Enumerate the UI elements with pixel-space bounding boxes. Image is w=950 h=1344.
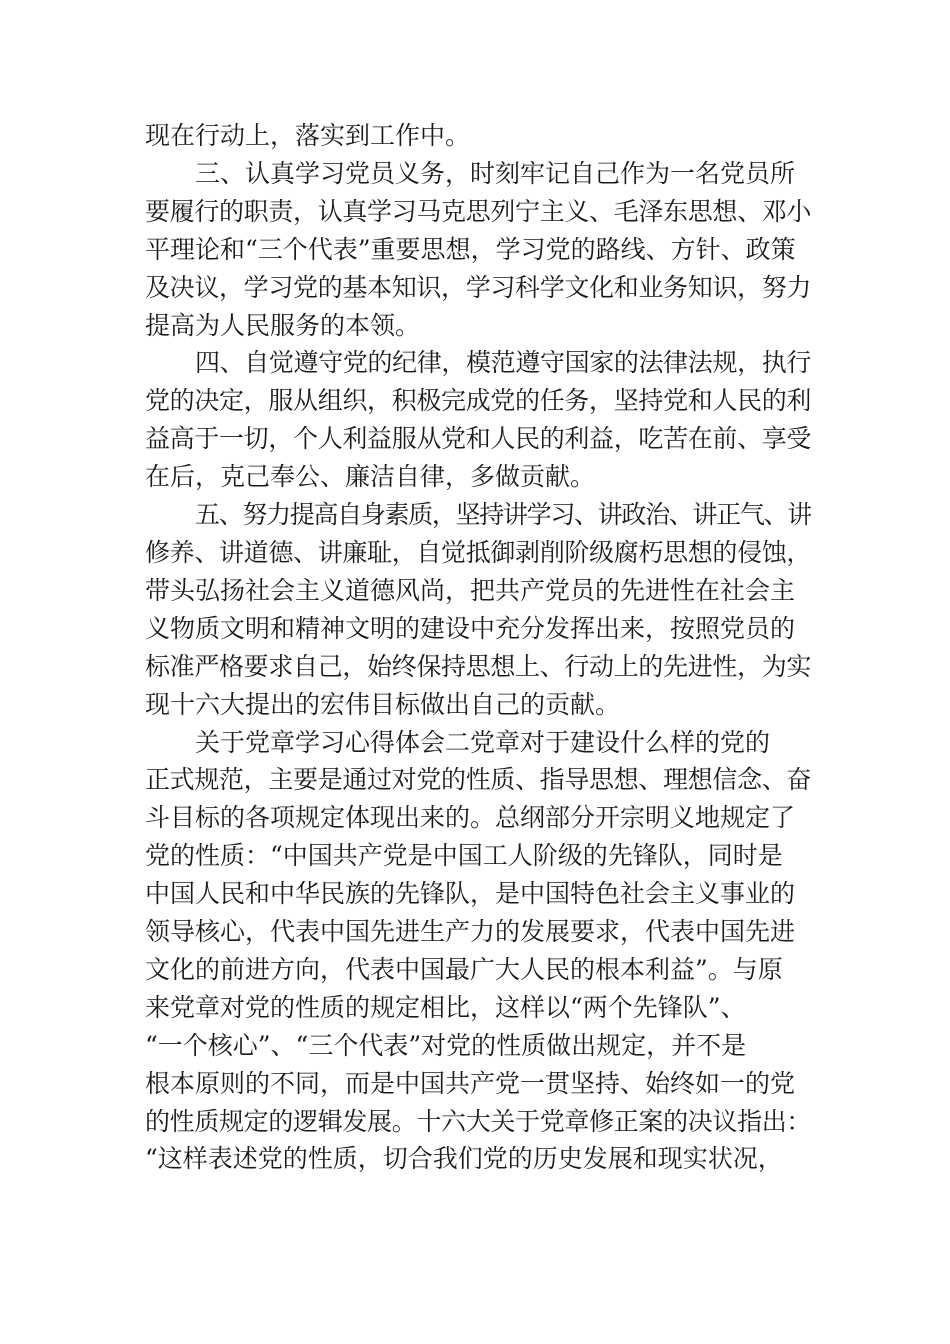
text-line: 关于党章学习心得体会二党章对于建设什么样的党的 — [195, 727, 771, 757]
text-line: 正式规范，主要是通过对党的性质、指导思想、理想信念、奋 — [145, 765, 811, 795]
text-line: 及决议，学习党的基本知识，学习科学文化和业务知识，努力 — [145, 272, 811, 302]
text-line: 三、认真学习党员义务，时刻牢记自己作为一名党员所 — [195, 158, 796, 188]
text-line: 五、努力提高自身素质，坚持讲学习、讲政治、讲正气、讲 — [195, 500, 811, 530]
text-line: 党的性质：“中国共产党是中国工人阶级的先锋队，同时是 — [145, 841, 783, 871]
text-line: 平理论和“三个代表”重要思想，学习党的路线、方针、政策 — [145, 234, 796, 264]
paragraph — [145, 724, 811, 1179]
text-line: 领导核心，代表中国先进生产力的发展要求，代表中国先进 — [145, 917, 796, 947]
text-line: 根本原则的不同，而是中国共产党一贯坚持、始终如一的党 — [145, 1068, 796, 1098]
text-line: 现十六大提出的宏伟目标做出自己的贡献。 — [145, 689, 621, 719]
text-line: 在后，克己奉公、廉洁自律，多做贡献。 — [145, 462, 596, 492]
paragraph — [145, 344, 811, 496]
text-line: 标准严格要求自己，始终保持思想上、行动上的先进性，为实 — [145, 651, 811, 681]
text-line: 的性质规定的逻辑发展。十六大关于党章修正案的决议指出： — [145, 1106, 811, 1136]
text-line: 要履行的职责，认真学习马克思列宁主义、毛泽东思想、邓小 — [145, 196, 811, 226]
text-line: 斗目标的各项规定体现出来的。总纲部分开宗明义地规定了 — [145, 803, 796, 833]
text-line: “这样表述党的性质，切合我们党的历史发展和现实状况， — [145, 1144, 783, 1174]
text-line: 益高于一切，个人利益服从党和人民的利益，吃苦在前、享受 — [145, 424, 811, 454]
text-line: 提高为人民服务的本领。 — [145, 310, 421, 340]
text-line: 现在行动上，落实到工作中。 — [145, 121, 471, 150]
paragraph — [145, 117, 811, 155]
text-line: 义物质文明和精神文明的建设中充分发挥出来，按照党员的 — [145, 613, 796, 643]
text-line: “一个核心”、“三个代表”对党的性质做出规定，并不是 — [145, 1030, 747, 1060]
text-line: 修养、讲道德、讲廉耻，自觉抵御剥削阶级腐朽思想的侵蚀， — [145, 537, 811, 567]
text-line: 四、自觉遵守党的纪律，模范遵守国家的法律法规，执行 — [195, 348, 811, 378]
paragraph — [145, 155, 811, 345]
text-line: 中国人民和中华民族的先锋队，是中国特色社会主义事业的 — [145, 879, 796, 909]
text-line: 党的决定，服从组织，积极完成党的任务，坚持党和人民的利 — [145, 386, 811, 416]
text-line: 带头弘扬社会主义道德风尚，把共产党员的先进性在社会主 — [145, 575, 796, 605]
text-line: 文化的前进方向，代表中国最广大人民的根本利益”。与原 — [145, 954, 783, 984]
text-line: 来党章对党的性质的规定相比，这样以“两个先锋队”、 — [145, 992, 746, 1022]
paragraph — [145, 496, 811, 723]
body-text — [145, 117, 811, 1178]
